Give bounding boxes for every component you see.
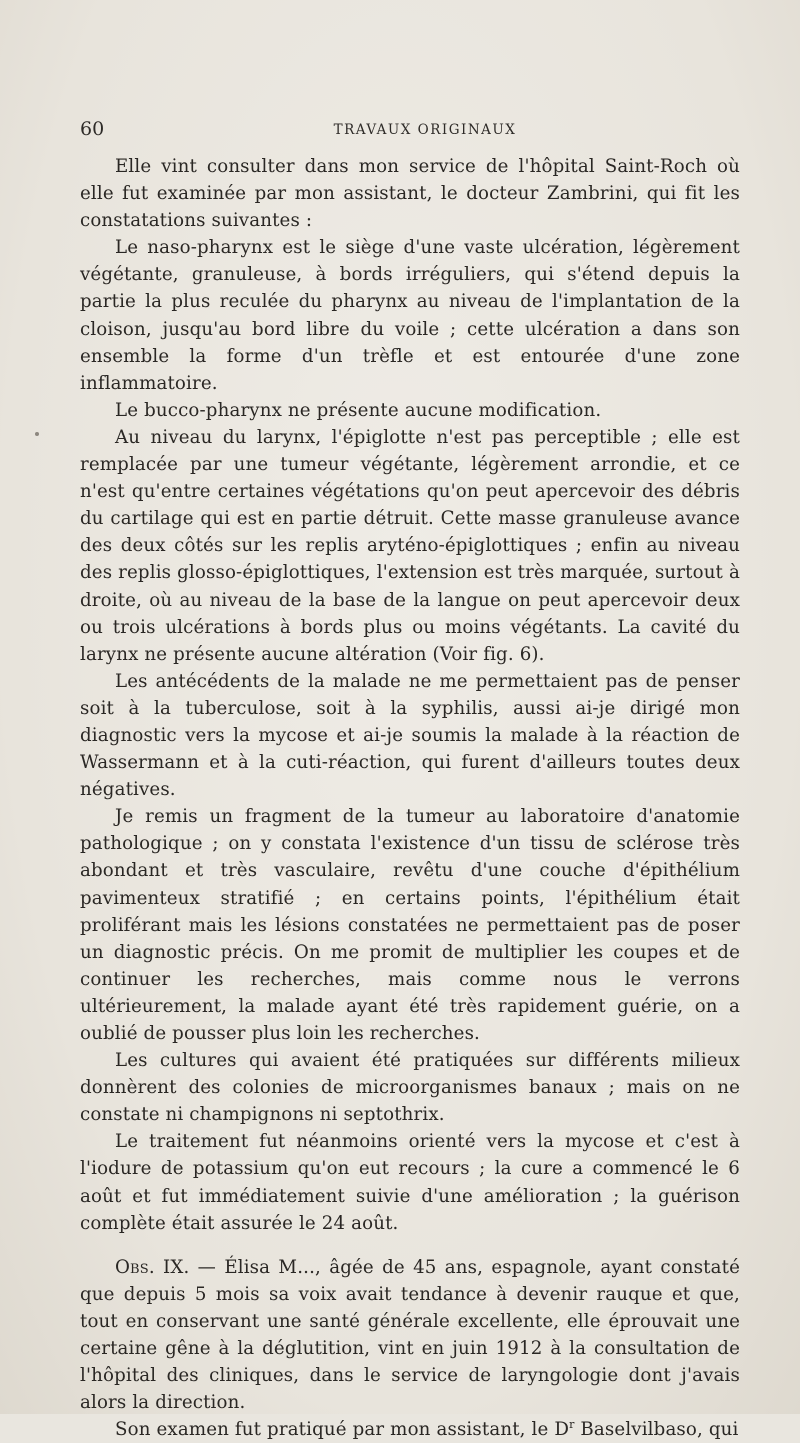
paper-speck	[35, 432, 39, 436]
paragraph: Les antécédents de la malade ne me permettaient pas de penser soit à la tuberculose, soit à la syphilis, aussi ai-je dirigé mon diagnostic vers la mycose et ai-je soumis la malade à la réaction de Wassermann et à la cuti-réaction, qui furent d'ailleurs toutes deux négatives.	[80, 670, 740, 801]
observation-text: Élisa M..., âgée de 45 ans, espagnole, ayant constaté que depuis 5 mois sa voix avait tendance à devenir rauque et que, tout en conservant une santé générale excellente, elle éprouvait une certaine gêne à la déglutition, vint en juin 1912 à la consultation de l'hôpital des cliniques, dans le service de laryngologie dont j'avais alors la direction.	[80, 1256, 741, 1414]
paragraph: Le naso-pharynx est le siège d'une vaste ulcération, légèrement végétante, granuleuse, à bords irréguliers, qui s'étend depuis la partie la plus reculée du pharynx au niveau de l'implantation de la cloison, jusqu'au bord libre du voile ; cette ulcération a dans son ensemble la forme d'un trèfle et est entourée d'une zone inflammatoire.	[80, 237, 740, 394]
running-title: TRAVAUX ORIGINAUX	[333, 122, 517, 138]
observation-dash: —	[189, 1256, 225, 1278]
observation-label: Obs. IX.	[115, 1256, 190, 1278]
paragraph: Au niveau du larynx, l'épiglotte n'est pas perceptible ; elle est remplacée par une tumeur végétante, légèrement arrondie, et ce n'est qu'entre certaines végétations qu'on peut apercevoir des débris du cartilage qui est en partie détruit. Cette masse granuleuse avance des deux côtés sur les replis aryténo-épiglottiques ; enfin au niveau des replis glosso-épiglottiques, l'extension est très marquée, surtout à droite, où au niveau de la base de la langue on peut apercevoir deux ou trois ulcérations à bords plus ou moins végétants. La cavité du larynx ne présente aucune altération (Voir fig. 6).	[80, 426, 740, 665]
paragraph-last	[80, 1416, 740, 1443]
paragraph: Je remis un fragment de la tumeur au laboratoire d'anatomie pathologique ; on y constata l'existence d'un tissu de sclérose très abondant et très vasculaire, revêtu d'une couche d'épithélium pavimenteux stratifié ; en certains points, l'épithélium était proliférant mais les lésions constatées ne permettaient pas de poser un diagnostic précis. On me promit de multiplier les coupes et de continuer les recherches, mais comme nous le verrons ultérieurement, la malade ayant été très rapidement guérie, on a oublié de pousser plus loin les recherches.	[80, 806, 740, 1044]
page-header	[80, 118, 740, 142]
last-paragraph-text: Son examen fut pratiqué par mon assistant, le D	[115, 1419, 570, 1441]
body-text	[80, 153, 740, 1443]
observation-paragraph	[80, 1254, 740, 1417]
paragraph: Les cultures qui avaient été pratiquées sur différents milieux donnèrent des colonies de microorganismes banaux ; mais on ne constate ni champignons ni septothrix.	[80, 1050, 740, 1126]
paragraph: Le bucco-pharynx ne présente aucune modification.	[115, 399, 602, 421]
page-number: 60	[80, 118, 105, 140]
doctor-superscript: r	[569, 1418, 575, 1432]
paragraph: Le traitement fut néanmoins orienté vers la mycose et c'est à l'iodure de potassium qu'on eut recours ; la cure a commencé le 6 août et fut immédiatement suivie d'une amélioration ; la guérison complète était assurée le 24 août.	[80, 1131, 740, 1234]
paragraph: Elle vint consulter dans mon service de l'hôpital Saint-Roch où elle fut examinée par mon assistant, le docteur Zambrini, qui fit les constatations suivantes :	[80, 156, 740, 232]
last-paragraph-end: Baselvilbaso, qui	[574, 1419, 739, 1441]
